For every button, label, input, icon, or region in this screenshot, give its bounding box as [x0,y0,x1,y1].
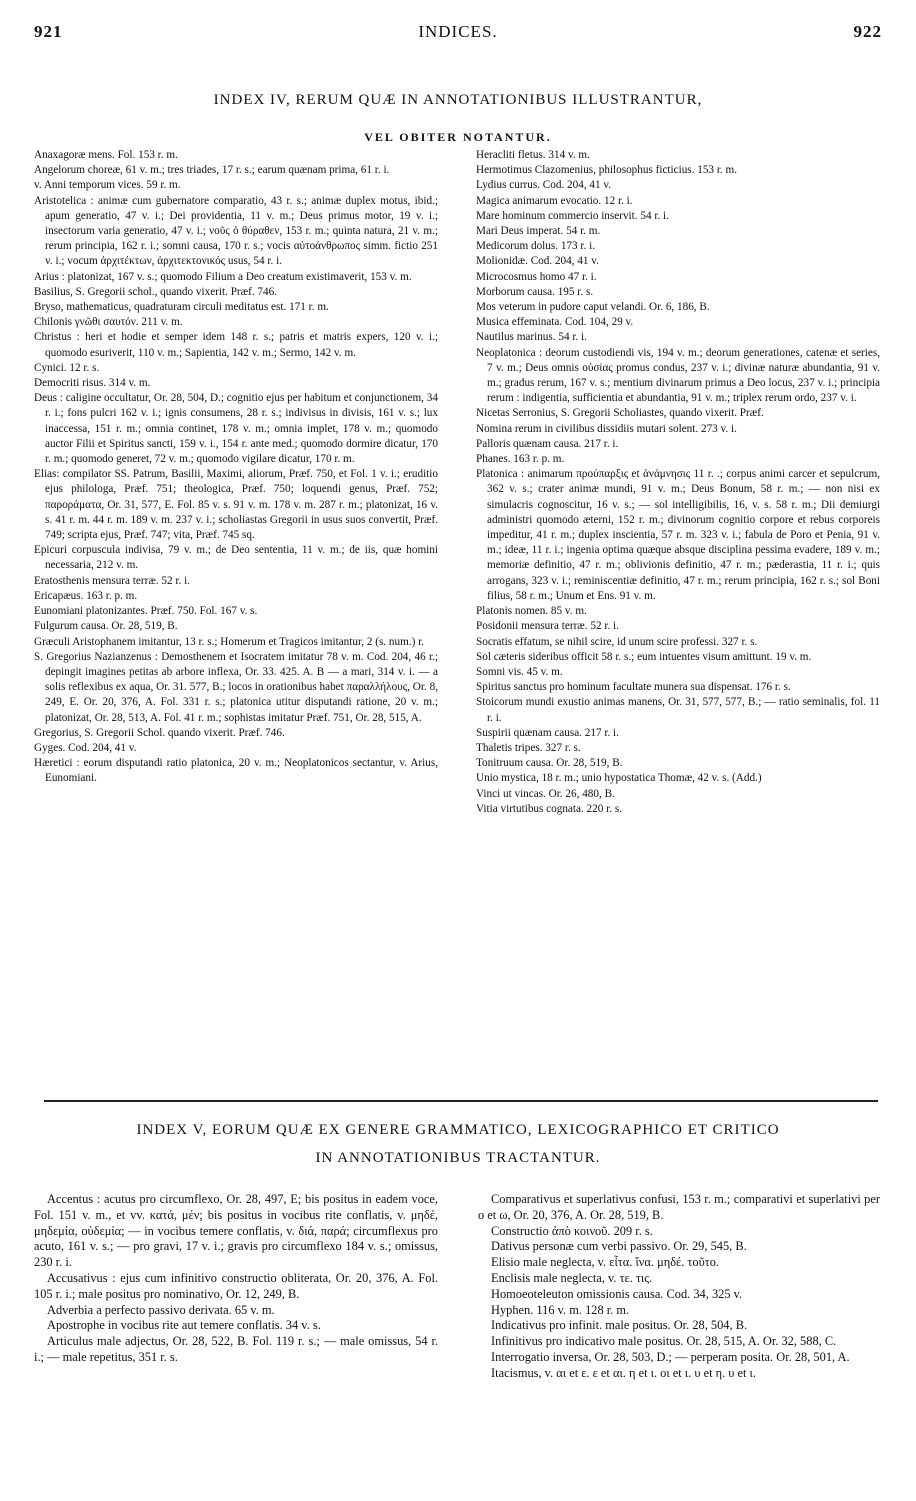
index-entry: Deus : caligine occultatur, Or. 28, 504, D.; cognitio ejus per habitum et conjunctionem, 34 r. i.; fons pulcri 162 v. i.; ignis consumens, 28 r. s.; indivisus in divisis, 161 v. s.; lux inaccessa, 151 r. m.; omnia continet, 178 v. m.; omnia implet, 178 v. m.; quomodo auctor Filii et Spiritus sancti, 159 v. i., 154 r. ante med.; quomodo dormire dicatur, 170 r. m.; quomodo generet, 72 v. m.; quomodo vigilare dicatur, 170 r. m. [34,392,438,466]
index-v-title: INDEX V, EORUM QUÆ EX GENERE GRAMMATICO, LEXICOGRAPHICO ET CRITICO [136,1122,780,1138]
index-entry: Ericapæus. 163 r. p. m. [34,589,138,602]
section-divider [44,1100,878,1102]
index-entry: Græculi Aristophanem imitantur, 13 r. s.; Homerum et Tragicos imitantur, 2 (s. num.) r. [34,635,425,648]
index-entry: Nomina rerum in civilibus dissidiis mutari solent. 273 v. i. [476,422,737,435]
index-iv-title: INDEX IV, RERUM QUÆ IN ANNOTATIONIBUS ILLUSTRANTUR, [213,92,703,108]
index-entry: Itacismus, v. αι et ε. ε et αι. η et ι. οι et ι. υ et η. υ et ι. [491,1365,756,1380]
index-entry: Phanes. 163 r. p. m. [476,453,565,466]
page-number-right: 922 [853,22,882,41]
index-entry: Gregorius, S. Gregorii Schol. quando vixerit. Præf. 746. [34,726,285,739]
index-entry: Democriti risus. 314 v. m. [34,377,151,390]
index-entry: Somni vis. 45 v. m. [476,665,563,678]
index-entry: Gyges. Cod. 204, 41 v. [34,741,137,754]
index-entry: Interrogatio inversa, Or. 28, 503, D.; — perperam posita. Or. 28, 501, A. [491,1349,850,1364]
index-entry: Arius : platonizat, 167 v. s.; quomodo Filium a Deo creatum existimaverit, 153 v. m. [34,270,412,283]
index-entry: v. Anni temporum vices. 59 r. m. [34,179,181,192]
index-entry: Hyphen. 116 v. m. 128 r. m. [491,1302,630,1317]
index-entry: Hermotimus Clazomenius, philosophus ficticius. 153 r. m. [476,164,738,177]
index-entry: Articulus male adjectus, Or. 28, 522, B. Fol. 119 r. s.; — male omissus, 54 r. i.; — male repetitus, 351 r. s. [34,1334,438,1364]
index-entry: Mari Deus imperat. 54 r. m. [476,225,601,238]
index-entry: Accusativus : ejus cum infinitivo constructio obliterata, Or. 20, 376, A. Fol. 105 r. i.; male positus pro nominativo, Or. 12, 249, B. [34,1270,438,1301]
index-entry: Cynici. 12 r. s. [34,361,100,374]
index-entry: Nicetas Serronius, S. Gregorii Scholiastes, quando vixerit. Præf. [476,407,764,420]
index-entry: Homoeoteleuton omissionis causa. Cod. 34, 325 v. [491,1286,743,1301]
index-entry: Angelorum choreæ, 61 v. m.; tres triades, 17 r. s.; earum quænam prima, 61 r. i. [34,164,390,177]
index-v-title-line2: IN ANNOTATIONIBUS TRACTANTUR. [315,1150,601,1166]
index-entry: Morborum causa. 195 r. s. [476,285,594,298]
index-entry: Molionidæ. Cod. 204, 41 v. [476,255,599,268]
index-entry: Tonitruum causa. Or. 28, 519, B. [476,757,623,770]
index-entry: Microcosmus homo 47 r. i. [476,270,597,283]
page-number-left: 921 [34,22,63,41]
index-entry: Hæretici : eorum disputandi ratio platonica, 20 v. m.; Neoplatonicos sectantur, v. Arius, Eunomiani. [34,757,438,785]
index-entry: Enclisis male neglecta, v. τε. τις. [491,1270,653,1285]
index-iv-subtitle: VEL OBITER NOTANTUR. [364,130,552,144]
index-entry: Anaxagoræ mens. Fol. 153 r. m. [34,149,178,161]
index-entry: Indicativus pro infinit. male positus. Or. 28, 504, B. [491,1318,748,1333]
index-entry: Neoplatonica : deorum custodiendi vis, 194 v. m.; deorum generationes, catenæ et series, 7 v. m.; Deus omnis οὐσίας promus condus, 237 v. i.; divinæ naturæ abundantia, 91 v. m.; gradus rerum, 167 v. s.; mentium divinarum primus a Deo locus, 237 v. i.; principia rerum : indigentia, sufficientia et abundantia, 91 v. m.; triplex rerum ordo, 237 v. i. [476,346,880,405]
index-entry: S. Gregorius Nazianzenus : Demosthenem et Isocratem imitatur 78 v. m. Cod. 204, 46 r.; depingit imagines petitas ab arbore inflexa, Or. 33. 425. A. B — a mari, 314 v. i. — a solis reflexibus ex aqua, Or. 31. 577, B.; locos in orationibus habet παραλλήλους, Or. 8, 249, E. Or. 20, 376, A. Fol. 331 r. s.; platonica utitur disputandi ratione, 20 v. m.; platonizat, Or. 28, 513, A. Fol. 41 r. m.; sophistas imitatur Præf. 751, Or. 28, 515, A. [34,650,438,724]
index-entry: Accentus : acutus pro circumflexo, Or. 28, 497, E; bis positus in eadem voce, Fol. 151 v. m., et vv. κατά, μέν; bis positus in vocibus rite conflatis, v. μηδέ, μηδεμία, οὐδεμία; — in vocibus temere conflatis, v. διά, παρά; circumflexus pro acuto, 161 v. s.; — pro gravi, 17 v. i.; gravis pro circumflexo 184 v. s.; omissus, 230 r. i. [34,1192,438,1270]
index-entry: Platonis nomen. 85 v. m. [476,605,587,618]
index-entry: Lydius currus. Cod. 204, 41 v. [476,179,612,192]
index-entry: Thaletis tripes. 327 r. s. [476,741,581,754]
index-entry: Vitia virtutibus cognata. 220 r. s. [476,802,622,815]
index-entry: Palloris quænam causa. 217 r. i. [476,437,619,450]
index-entry: Socratis effatum, se nihil scire, id unum scire professi. 327 r. s. [476,635,758,648]
index-entry: Fulgurum causa. Or. 28, 519, B. [34,620,178,633]
index-entry: Elias: compilator SS. Patrum, Basilii, Maximi, aliorum, Præf. 750, et Fol. 1 v. i.; eruditio ejus philologa, Præf. 751; theologica, Præf. 750; loquendi genus, Præf. 752; παροράματα, Or. 31, 577, E. Fol. 85 v. s. 91 v. m. 178 v. m. 287 r. m.; platonizat, 16 v. s. 41 r. m. 44 r. m. 189 v. m. 237 v. i.; scholiastas Gregorii in usus suos convertit, Præf. 749; scripta ejus, Præf. 747; vita, Præf. 745 sq. [34,468,438,542]
index-entry: Spiritus sanctus pro hominum facultate munera sua dispensat. 176 r. s. [476,681,791,694]
index-entry: Elisio male neglecta, v. εἶτα. ἵνα. μηδέ. τοῦτο. [491,1255,720,1270]
index-entry: Epicuri corpuscula indivisa, 79 v. m.; de Deo sententia, 11 v. m.; de iis, quæ homini necessaria, 212 v. m. [34,544,438,572]
index-entry: Medicorum dolus. 173 r. i. [476,240,596,253]
index-entry: Bryso, mathematicus, quadraturam circuli meditatus est. 171 r. m. [34,301,329,314]
index-entry: Basilius, S. Gregorii schol., quando vixerit. Præf. 746. [34,285,278,298]
index-entry: Unio mystica, 18 r. m.; unio hypostatica Thomæ, 42 v. s. (Add.) [476,772,762,785]
running-head [34,22,882,46]
index-entry: Apostrophe in vocibus rite aut temere conflatis. 34 v. s. [47,1318,321,1333]
index-entry: Stoicorum mundi exustio animas manens, Or. 31, 577, 577, B.; — ratio seminalis, fol. 11 r. i. [476,696,880,724]
index-entry: Nautilus marinus. 54 r. i. [476,331,587,344]
index-v-right-column [478,1192,880,1497]
index-v-left-column [34,1192,438,1497]
index-iv-left-column [34,148,438,1088]
index-entry: Posidonii mensura terræ. 52 r. i. [476,620,619,633]
index-entry: Platonica : animarum προύπαρξις et ἀνάμνησις 11 r. .; corpus animi carcer et sepulcrum, 362 v. s.; crater animæ mundi, 91 v. m.; Deus Bonum, 58 r. m.; — non nisi ex simulacris cognoscitur, 16 v. s.; — sol intelligibilis, 16, v. s. 58 r. m.; Dii demiurgi administri quomodo æterni, 152 r. m.; divinorum cognitio corpore et rebus corporeis impeditur, 41 r. m.; duplex inscientia, 57 r. m. 323 v. i.; fabula de Poro et Penia, 91 v. m.; ideæ, 11 r. i.; ingenia optima quæque absque disciplina pessima evadere, 189 v. m.; memoriæ definitio, 47 r. m.; oblivionis definitio, 47 r. m.; pæderastia, 11 r. i.; quis arrogans, 323 v. i.; reminiscentiæ definitio, 47 r. m.; rerum principia, 162 r. s.; sol Boni filius, 58 r. m.; Unum et Ens. 91 v. m. [476,468,880,602]
index-entry: Vinci ut vincas. Or. 26, 480, B. [476,787,615,800]
index-entry: Mare hominum commercio inservit. 54 r. i. [476,209,669,222]
index-entry: Constructio ἀπὸ κοινοῦ. 209 r. s. [491,1223,653,1238]
index-entry: Magica animarum evocatio. 12 r. i. [476,194,633,207]
index-entry: Eunomiani platonizantes. Præf. 750. Fol. 167 v. s. [34,605,258,618]
index-entry: Musica effeminata. Cod. 104, 29 v. [476,316,634,329]
index-entry: Chilonis γνῶθι σαυτόν. 211 v. m. [34,316,183,329]
index-entry: Heracliti fletus. 314 v. m. [476,149,590,161]
index-entry: Adverbia a perfecto passivo derivata. 65 v. m. [47,1302,275,1317]
index-iv-right-column [476,148,880,1088]
running-title: INDICES. [418,22,498,41]
index-entry: Christus : heri et hodie et semper idem 148 r. s.; patris et matris expers, 120 v. i.; quomodo esuriverit, 110 v. m.; Sapientia, 142 v. m.; Sermo, 142 v. m. [34,331,438,359]
index-entry: Infinitivus pro indicativo male positus. Or. 28, 515, A. Or. 32, 588, C. [491,1334,837,1349]
index-entry: Aristotelica : animæ cum gubernatore comparatio, 43 r. s.; animæ duplex motus, ibid.; apum generatio, 47 v. i.; Dei providentia, 11 v. m.; Deus primus motor, 19 v. i.; insectorum varia generatio, 47 v. i.; νοῦς ὁ θύραθεν, 153 r. m.; quinta natura, 21 v. m.; rerum principia, 162 r. i.; somni causa, 170 r. s.; vocis αὐτοάνθρωπος simm. fictio 251 v. i.; vocum ἀρχιτέκτων, ἀρχιτεκτονικός usus, 54 r. i. [34,194,438,268]
index-entry: Suspirii quænam causa. 217 r. i. [476,726,619,739]
index-entry: Mos veterum in pudore caput velandi. Or. 6, 186, B. [476,301,710,314]
index-entry: Dativus personæ cum verbi passivo. Or. 29, 545, B. [491,1239,747,1254]
index-entry: Comparativus et superlativus confusi, 153 r. m.; comparativi et superlativi per ο et ω, Or. 20, 376, A. Or. 28, 519, B. [478,1192,880,1222]
index-entry: Eratosthenis mensura terræ. 52 r. i. [34,574,190,587]
index-entry: Sol cæteris sideribus officit 58 r. s.; eum intuentes visum amittunt. 19 v. m. [476,650,812,663]
